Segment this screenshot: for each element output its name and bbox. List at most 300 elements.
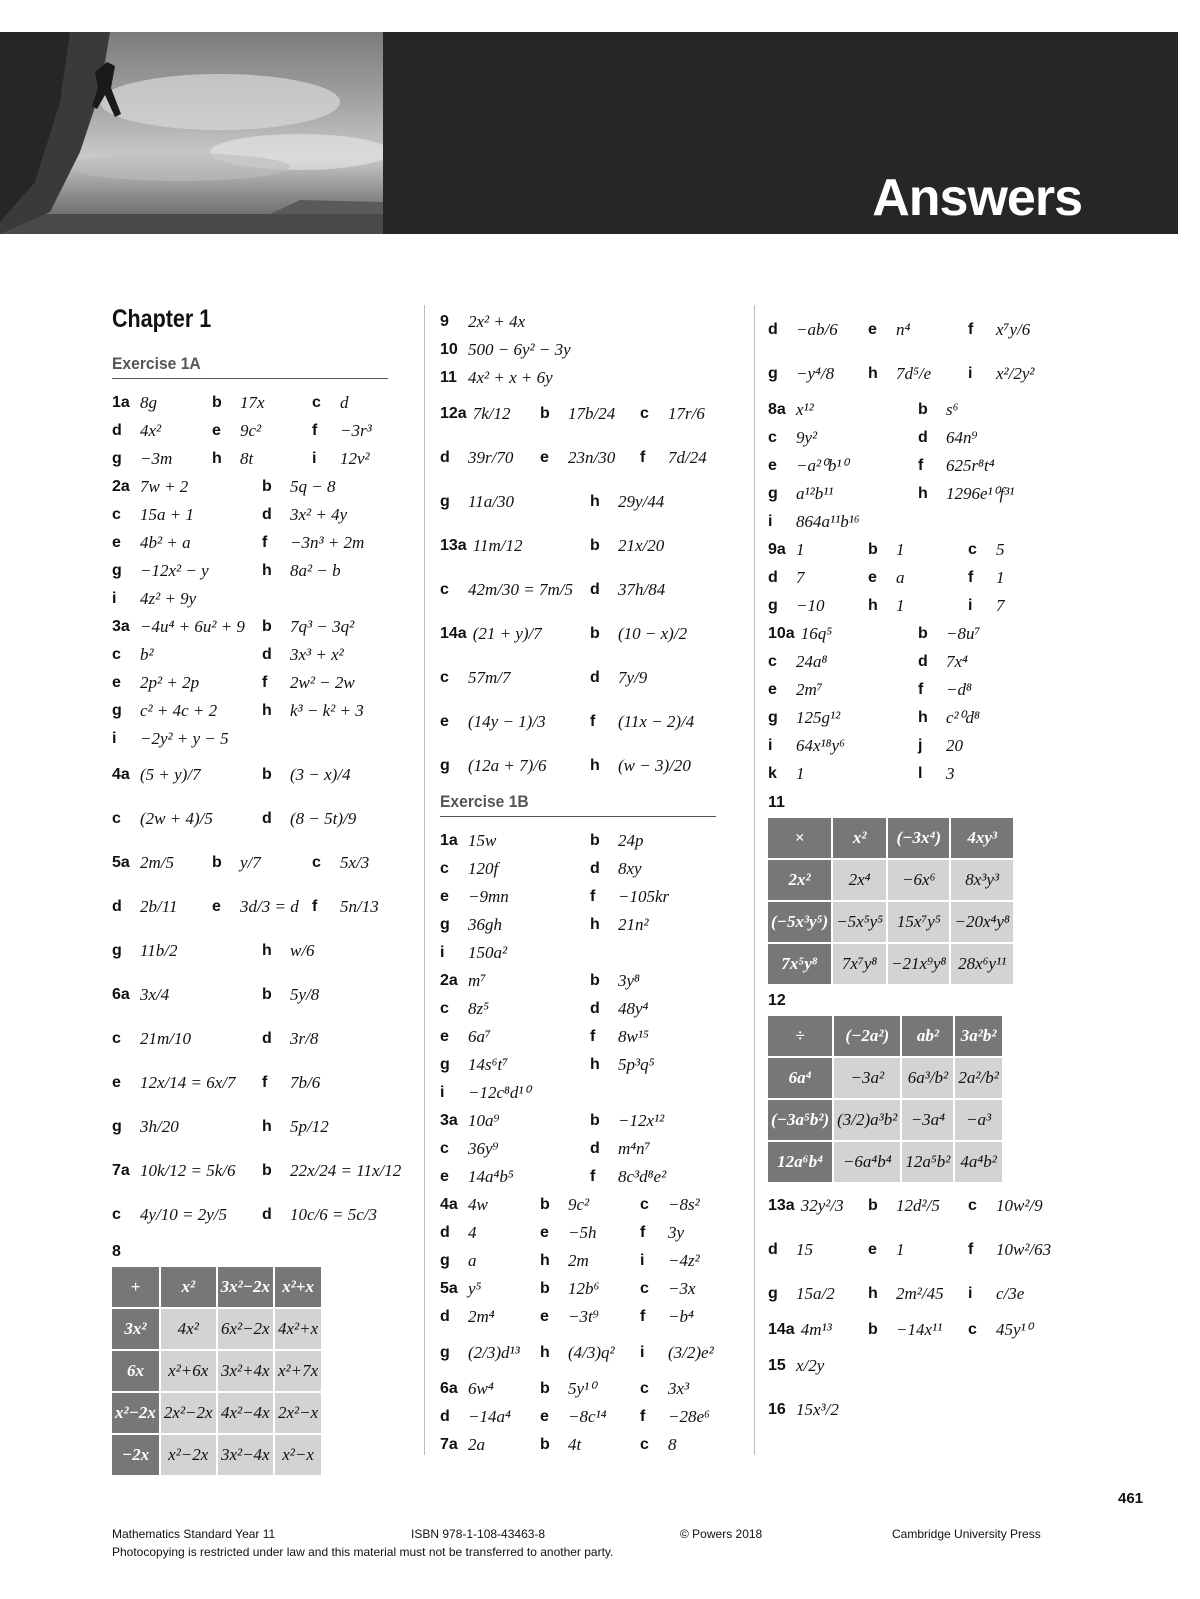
answer-row	[112, 417, 412, 445]
answer-label: 3a	[440, 1112, 458, 1129]
answer-value: 7b/6	[290, 1073, 321, 1092]
answer-value: 14a⁴b⁵	[468, 1167, 514, 1186]
answer-cell	[440, 1027, 590, 1047]
answer-value: 10a⁹	[468, 1111, 500, 1130]
answer-row	[768, 704, 1068, 732]
answer-value: 3y⁸	[618, 971, 640, 990]
answer-cell	[212, 897, 312, 917]
answer-cell	[112, 477, 262, 497]
answer-row	[440, 480, 740, 524]
answer-value: 7	[796, 568, 805, 587]
answer-cell	[918, 456, 1068, 476]
answer-cell	[768, 736, 918, 756]
answer-value: −3r³	[340, 421, 372, 440]
answer-value: m⁷	[468, 971, 487, 990]
answer-value: a	[896, 568, 905, 587]
answer-label: 4a	[112, 766, 130, 783]
answer-label: c	[640, 1280, 649, 1297]
answer-cell	[868, 540, 968, 560]
answer-label: 11	[440, 369, 457, 386]
table-header-cell: ×	[768, 818, 831, 858]
answer-row	[768, 452, 1068, 480]
answer-label: d	[262, 1206, 272, 1223]
answer-cell	[440, 712, 590, 732]
answer-value: b²	[140, 645, 154, 664]
answer-label: h	[540, 1344, 550, 1361]
answer-label: d	[262, 646, 272, 663]
answer-label: b	[262, 478, 272, 495]
answer-value: 64n⁹	[946, 428, 978, 447]
answer-value: 3x³ + x²	[290, 645, 344, 664]
answer-value: 24a⁸	[796, 652, 828, 671]
answer-row	[440, 1023, 740, 1051]
answer-cell	[312, 897, 412, 917]
answer-cell	[440, 1083, 740, 1103]
answer-value: −12c⁸d¹⁰	[468, 1083, 531, 1102]
table-row	[112, 1309, 321, 1349]
answer-value: (w − 3)/20	[618, 756, 691, 775]
answer-label: e	[212, 898, 221, 915]
climber-photo-illustration	[0, 32, 383, 234]
answer-cell	[590, 1167, 740, 1187]
answer-label: d	[918, 429, 928, 446]
answer-row	[768, 536, 1068, 564]
answer-value: 32y²/3	[800, 1196, 844, 1215]
operation-table	[766, 816, 1015, 986]
answer-value: 5p/12	[290, 1117, 329, 1136]
answer-row	[768, 732, 1068, 760]
answer-row	[440, 911, 740, 939]
answer-value: −ab/6	[796, 320, 838, 339]
answer-label: c	[640, 1436, 649, 1453]
table-cell: 4x²−4x	[218, 1393, 273, 1433]
answer-cell	[312, 393, 412, 413]
answer-value: y/7	[240, 853, 261, 872]
answer-label: 5a	[440, 1280, 458, 1297]
answer-row	[768, 564, 1068, 592]
answer-cell	[868, 1240, 968, 1260]
answer-row	[112, 501, 412, 529]
answer-value: 864a¹¹b¹⁶	[796, 512, 860, 531]
answer-value: 3y	[668, 1223, 685, 1242]
answer-cell	[440, 312, 740, 332]
answer-label: 14a	[768, 1321, 795, 1338]
answer-label: c	[312, 394, 321, 411]
answer-row	[768, 1316, 1068, 1344]
answer-value: m⁴n⁷	[618, 1139, 651, 1158]
question-number: 12	[768, 992, 786, 1009]
answer-label: g	[112, 450, 122, 467]
answer-cell	[112, 985, 262, 1005]
answer-label: e	[440, 1028, 449, 1045]
answer-cell	[112, 673, 262, 693]
answer-cell	[768, 1240, 868, 1260]
answer-cell	[440, 1343, 540, 1363]
answer-cell	[262, 645, 412, 665]
answer-label: 2a	[112, 478, 130, 495]
answer-cell	[540, 1379, 640, 1399]
answer-value: 4	[468, 1223, 477, 1242]
answer-label: f	[640, 449, 646, 466]
answer-row	[440, 827, 740, 855]
table-cell: 3x²−4x	[218, 1435, 273, 1475]
answer-label: e	[540, 1408, 549, 1425]
answer-value: 8xy	[618, 859, 642, 878]
answer-label: b	[590, 625, 600, 642]
answer-row	[440, 1135, 740, 1163]
answer-label: h	[262, 942, 272, 959]
answer-label: e	[440, 888, 449, 905]
table-cell: 8x³y³	[951, 860, 1012, 900]
answer-label: c	[440, 581, 449, 598]
table-cell: 3x²+4x	[218, 1351, 273, 1391]
answer-row	[768, 308, 1068, 352]
table-cell: −3a²	[834, 1058, 900, 1098]
answer-label: 13a	[768, 1197, 795, 1214]
answer-row	[112, 669, 412, 697]
question-number: 11	[768, 794, 785, 811]
answer-label: e	[440, 1168, 449, 1185]
column-divider	[754, 305, 755, 1455]
table-row	[112, 1435, 321, 1475]
table-header-cell: 3a²b²	[955, 1016, 1001, 1056]
answer-label: h	[590, 493, 600, 510]
answer-row	[112, 973, 412, 1017]
answer-label: h	[868, 1285, 878, 1302]
table-row	[768, 1016, 1002, 1056]
answer-label: d	[590, 669, 600, 686]
answer-cell	[112, 1073, 262, 1093]
answer-cell	[768, 1356, 1068, 1376]
answer-row	[440, 967, 740, 995]
answer-label: c	[112, 1030, 121, 1047]
answer-value: 4t	[568, 1435, 582, 1454]
answer-value: w/6	[290, 941, 315, 960]
answer-cell	[868, 1284, 968, 1304]
answer-row	[112, 725, 412, 753]
answer-value: 12x/14 = 6x/7	[140, 1073, 236, 1092]
table-header-cell: 4xy³	[951, 818, 1012, 858]
table-cell: 12a⁵b²	[902, 1142, 953, 1182]
answer-cell	[540, 1307, 640, 1327]
answer-value: 8z⁵	[468, 999, 490, 1018]
answer-cell	[590, 1139, 740, 1159]
answer-value: 8a² − b	[290, 561, 341, 580]
answer-value: 3h/20	[140, 1117, 179, 1136]
answer-cell	[540, 448, 640, 468]
answer-label: d	[262, 506, 272, 523]
answer-cell	[768, 624, 918, 644]
answer-label: g	[440, 1344, 450, 1361]
answer-value: s⁶	[946, 400, 959, 419]
answer-cell	[440, 1139, 590, 1159]
answer-label: e	[212, 422, 221, 439]
table-header-cell: ÷	[768, 1016, 832, 1056]
answer-value: 7d⁵/e	[896, 364, 932, 383]
answer-label: g	[768, 485, 778, 502]
answer-row	[440, 656, 740, 700]
answer-label: e	[868, 569, 877, 586]
table-header-cell: x²	[833, 818, 886, 858]
table-row	[112, 1393, 321, 1433]
answer-label: g	[112, 562, 122, 579]
answer-value: 2m/5	[140, 853, 174, 872]
answer-row	[768, 676, 1068, 704]
answer-cell	[868, 320, 968, 340]
answer-cell	[262, 985, 412, 1005]
answer-row	[112, 585, 412, 613]
table-header-cell: (−5x³y⁵)	[768, 902, 831, 942]
answer-value: 21n²	[618, 915, 649, 934]
answer-label: c	[768, 653, 777, 670]
answer-row	[112, 1105, 412, 1149]
answer-label: b	[540, 1280, 550, 1297]
answer-label: b	[540, 1436, 550, 1453]
table-header-cell: 3x²	[112, 1309, 159, 1349]
answer-value: 16q⁵	[800, 624, 833, 643]
answer-value: (2w + 4)/5	[140, 809, 213, 828]
table-row	[768, 1058, 1002, 1098]
answer-row	[112, 445, 412, 473]
answer-label: g	[440, 1252, 450, 1269]
answer-cell	[590, 831, 740, 851]
answer-value: (10 − x)/2	[618, 624, 688, 643]
answer-label: 13a	[440, 537, 467, 554]
answer-value: (21 + y)/7	[472, 624, 542, 643]
answer-value: 15w	[468, 831, 497, 850]
answer-label: c	[768, 429, 777, 446]
answer-row	[440, 1375, 740, 1403]
answer-cell	[968, 1284, 1068, 1304]
answer-value: 3x/4	[140, 985, 170, 1004]
answer-value: 14s⁶t⁷	[468, 1055, 509, 1074]
answers-column-2	[440, 308, 740, 1459]
answer-label: e	[440, 713, 449, 730]
answer-cell	[540, 1195, 640, 1215]
answer-label: 12a	[440, 405, 467, 422]
answer-cell	[540, 404, 640, 424]
answer-row	[768, 620, 1068, 648]
answer-value: 12d²/5	[896, 1196, 940, 1215]
answer-label: g	[440, 1056, 450, 1073]
answer-value: a	[468, 1251, 477, 1270]
answer-cell	[262, 1205, 412, 1225]
table-cell: −6a⁴b⁴	[834, 1142, 900, 1182]
answer-value: 5p³q⁵	[618, 1055, 655, 1074]
answer-value: 3	[946, 764, 955, 783]
answer-cell	[440, 1223, 540, 1243]
answer-cell	[112, 645, 262, 665]
table-cell: x²+6x	[161, 1351, 216, 1391]
table-cell: 4a⁴b²	[955, 1142, 1001, 1182]
answer-label: j	[918, 737, 923, 754]
table-cell: x²+7x	[275, 1351, 321, 1391]
answer-cell	[440, 1055, 590, 1075]
answer-value: 20	[946, 736, 963, 755]
answer-cell	[262, 673, 412, 693]
answer-value: 10w²/63	[996, 1240, 1052, 1259]
table-header-cell: 6x	[112, 1351, 159, 1391]
answer-label: c	[640, 1380, 649, 1397]
answer-cell	[262, 533, 412, 553]
answer-cell	[640, 1343, 740, 1363]
table-row	[768, 902, 1013, 942]
answer-cell	[590, 668, 740, 688]
answer-label: g	[440, 493, 450, 510]
answer-value: 2m⁷	[796, 680, 823, 699]
answer-cell	[112, 533, 262, 553]
answer-cell	[768, 652, 918, 672]
answer-label: e	[540, 449, 549, 466]
answer-row	[440, 1247, 740, 1275]
answer-cell	[768, 512, 1068, 532]
answer-cell	[590, 887, 740, 907]
answer-label: h	[262, 1118, 272, 1135]
answer-cell	[440, 448, 540, 468]
table-cell: 2x⁴	[833, 860, 886, 900]
answer-value: 3r/8	[290, 1029, 319, 1048]
operation-table	[766, 1014, 1004, 1184]
answer-value: 5n/13	[340, 897, 379, 916]
answer-row	[768, 648, 1068, 676]
answer-cell	[262, 809, 412, 829]
answer-value: 8t	[240, 449, 254, 468]
page-number: 461	[1118, 1490, 1144, 1507]
answer-label: f	[590, 1028, 596, 1045]
answer-cell	[440, 915, 590, 935]
answer-label: i	[440, 944, 445, 961]
answer-cell	[440, 1167, 590, 1187]
answer-row	[440, 700, 740, 744]
answer-cell	[112, 853, 212, 873]
answer-label: i	[768, 513, 773, 530]
answer-value: 21m/10	[140, 1029, 191, 1048]
answer-value: 45y¹⁰	[996, 1320, 1033, 1339]
answer-label: g	[768, 597, 778, 614]
answer-label: c	[968, 541, 977, 558]
answer-cell	[968, 320, 1068, 340]
answer-row	[112, 797, 412, 841]
answer-label: d	[590, 1140, 600, 1157]
answer-cell	[540, 1407, 640, 1427]
answer-value: 6w⁴	[468, 1379, 494, 1398]
answer-label: 10a	[768, 625, 795, 642]
answer-value: 15a/2	[796, 1284, 835, 1303]
answer-value: 5	[996, 540, 1005, 559]
answer-cell	[968, 1196, 1068, 1216]
answer-label: g	[112, 1118, 122, 1135]
answer-value: 4z² + 9y	[140, 589, 197, 608]
answer-row	[440, 1079, 740, 1107]
answer-cell	[968, 1240, 1068, 1260]
answer-row	[440, 1331, 740, 1375]
answer-cell	[590, 971, 740, 991]
answer-label: f	[590, 713, 596, 730]
answer-cell	[262, 941, 412, 961]
answer-label: 8a	[768, 401, 786, 418]
answer-cell	[440, 1195, 540, 1215]
answer-value: 8w¹⁵	[618, 1027, 649, 1046]
answer-row	[768, 424, 1068, 452]
answer-cell	[440, 624, 590, 644]
answer-label: d	[590, 860, 600, 877]
answer-value: 150a²	[468, 943, 508, 962]
answer-cell	[112, 701, 262, 721]
answer-row	[440, 1303, 740, 1331]
answer-label: 9a	[768, 541, 786, 558]
answer-value: 2b/11	[140, 897, 178, 916]
answer-cell	[440, 831, 590, 851]
answer-label: e	[540, 1308, 549, 1325]
answer-value: (2/3)d¹³	[468, 1343, 520, 1362]
answer-label: d	[918, 653, 928, 670]
answer-row	[768, 396, 1068, 424]
answer-cell	[262, 765, 412, 785]
answer-value: 15x³/2	[796, 1400, 839, 1419]
answer-cell	[640, 1379, 740, 1399]
answer-value: 6a⁷	[468, 1027, 491, 1046]
answer-label: g	[112, 942, 122, 959]
answer-label: 15	[768, 1357, 786, 1374]
answer-value: −8u⁷	[946, 624, 981, 643]
answer-label: h	[918, 709, 928, 726]
answer-cell	[112, 421, 212, 441]
answer-label: c	[440, 669, 449, 686]
operation-table	[110, 1265, 323, 1477]
answer-label: b	[868, 541, 878, 558]
answer-cell	[112, 561, 262, 581]
table-cell: 4x²+x	[275, 1309, 321, 1349]
answer-value: −3x	[668, 1279, 696, 1298]
answer-cell	[440, 943, 740, 963]
answer-value: 120f	[468, 859, 499, 878]
answer-cell	[868, 364, 968, 384]
answer-cell	[868, 1320, 968, 1340]
answer-cell	[540, 1435, 640, 1455]
answer-label: 10	[440, 341, 458, 358]
answer-cell	[918, 708, 1068, 728]
answer-value: (11x − 2)/4	[618, 712, 695, 731]
answer-cell	[768, 364, 868, 384]
answer-label: d	[590, 1000, 600, 1017]
table-header-cell: 3x²−2x	[218, 1267, 273, 1307]
answer-label: d	[112, 898, 122, 915]
answer-cell	[640, 1223, 740, 1243]
answer-label: 6a	[440, 1380, 458, 1397]
answer-cell	[112, 393, 212, 413]
answer-value: 7x⁴	[946, 652, 968, 671]
table-cell: 2a²/b²	[955, 1058, 1001, 1098]
answer-value: −9mn	[468, 887, 509, 906]
answer-cell	[112, 1205, 262, 1225]
answer-cell	[440, 1111, 590, 1131]
answer-value: −b⁴	[668, 1307, 694, 1326]
table-header-cell: 6a⁴	[768, 1058, 832, 1098]
answer-label: g	[768, 365, 778, 382]
answer-cell	[440, 1251, 540, 1271]
answer-value: (3 − x)/4	[290, 765, 351, 784]
answer-value: 15a + 1	[140, 505, 194, 524]
answer-label: d	[768, 569, 778, 586]
table-cell: x²−x	[275, 1435, 321, 1475]
answer-row	[440, 1107, 740, 1135]
answer-cell	[440, 340, 740, 360]
answers-column-3	[768, 308, 1068, 1432]
answer-value: −d⁸	[946, 680, 972, 699]
answer-value: −14a⁴	[468, 1407, 511, 1426]
answer-value: −28e⁶	[668, 1407, 710, 1426]
answer-cell	[768, 764, 918, 784]
